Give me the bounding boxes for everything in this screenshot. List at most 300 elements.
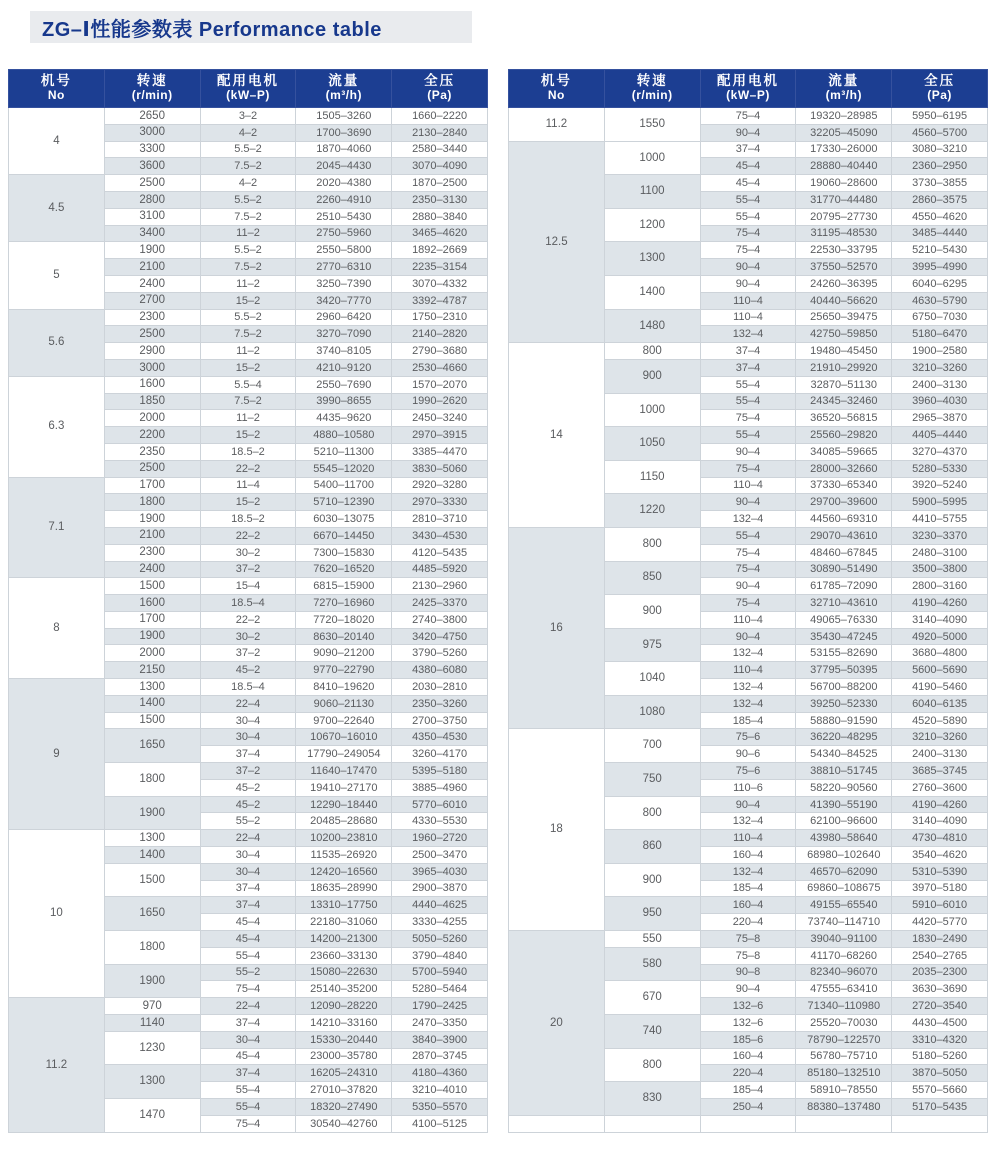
- rpm-cell: 1470: [104, 1099, 200, 1133]
- pressure-cell: 5180–6470: [892, 326, 988, 343]
- flow-cell: 4880–10580: [296, 427, 392, 444]
- pressure-cell: 3960–4030: [892, 393, 988, 410]
- pressure-cell: 4330–5530: [392, 813, 488, 830]
- flow-cell: 12290–18440: [296, 796, 392, 813]
- rpm-cell: 3000: [104, 124, 200, 141]
- flow-cell: 18320–27490: [296, 1099, 392, 1116]
- motor-cell: 185–4: [700, 880, 796, 897]
- rpm-cell: 580: [604, 947, 700, 981]
- flow-cell: 9770–22790: [296, 662, 392, 679]
- flow-cell: 29070–43610: [796, 527, 892, 544]
- table-row: [9, 830, 488, 847]
- rpm-cell: 900: [604, 863, 700, 897]
- flow-cell: 17330–26000: [796, 141, 892, 158]
- pressure-cell: 4730–4810: [892, 830, 988, 847]
- pressure-cell: 2470–3350: [392, 1015, 488, 1032]
- pressure-cell: 1892–2669: [392, 242, 488, 259]
- rpm-cell: 850: [604, 561, 700, 595]
- motor-cell: 160–4: [700, 847, 796, 864]
- motor-cell: 45–2: [200, 662, 296, 679]
- flow-cell: 16205–24310: [296, 1065, 392, 1082]
- rpm-cell: 1700: [104, 611, 200, 628]
- flow-cell: 36220–48295: [796, 729, 892, 746]
- flow-cell: 14210–33160: [296, 1015, 392, 1032]
- motor-cell: 37–4: [700, 359, 796, 376]
- motor-cell: 90–8: [700, 964, 796, 981]
- flow-cell: 1870–4060: [296, 141, 392, 158]
- flow-cell: 3270–7090: [296, 326, 392, 343]
- flow-cell: 17790–249054: [296, 746, 392, 763]
- pressure-cell: 4430–4500: [892, 1015, 988, 1032]
- flow-cell: 31195–48530: [796, 225, 892, 242]
- pressure-cell: 5950–6195: [892, 107, 988, 124]
- column-header-flow: [296, 70, 392, 108]
- motor-cell: 110–4: [700, 662, 796, 679]
- motor-cell: 37–4: [200, 746, 296, 763]
- rpm-cell: 550: [604, 931, 700, 948]
- pressure-cell: 3680–4800: [892, 645, 988, 662]
- rpm-cell: 2650: [104, 107, 200, 124]
- pressure-cell: 3330–4255: [392, 914, 488, 931]
- flow-cell: 56780–75710: [796, 1048, 892, 1065]
- flow-cell: 32870–51130: [796, 376, 892, 393]
- flow-cell: 2550–7690: [296, 376, 392, 393]
- motor-cell: 37–4: [200, 1065, 296, 1082]
- pressure-cell: 4190–5460: [892, 679, 988, 696]
- pressure-cell: 4440–4625: [392, 897, 488, 914]
- flow-cell: 7720–18020: [296, 611, 392, 628]
- rpm-cell: 700: [604, 729, 700, 763]
- motor-cell: 110–6: [700, 779, 796, 796]
- flow-cell: 58910–78550: [796, 1082, 892, 1099]
- column-header-cn: 转速: [136, 73, 168, 88]
- flow-cell: 46570–62090: [796, 863, 892, 880]
- motor-cell: 220–4: [700, 1065, 796, 1082]
- motor-cell: 90–4: [700, 981, 796, 998]
- rpm-cell: 1550: [604, 107, 700, 141]
- flow-cell: 30540–42760: [296, 1115, 392, 1132]
- rpm-cell: 1900: [104, 242, 200, 259]
- table-row: [509, 931, 988, 948]
- motor-cell: 30–2: [200, 544, 296, 561]
- pressure-cell: 3140–4090: [892, 611, 988, 628]
- motor-cell: 30–2: [200, 628, 296, 645]
- motor-cell: 75–4: [200, 1115, 296, 1132]
- motor-cell: 75–4: [700, 544, 796, 561]
- pressure-cell: 4630–5790: [892, 292, 988, 309]
- flow-cell: 61785–72090: [796, 578, 892, 595]
- rpm-cell: 2100: [104, 527, 200, 544]
- flow-cell: 6815–15900: [296, 578, 392, 595]
- pressure-cell: 2860–3575: [892, 191, 988, 208]
- motor-cell: 37–4: [200, 1015, 296, 1032]
- column-header-cn: 配用电机: [216, 73, 279, 88]
- pressure-cell: 3790–4840: [392, 947, 488, 964]
- pressure-cell: 4520–5890: [892, 712, 988, 729]
- motor-cell: 7.5–2: [200, 158, 296, 175]
- motor-cell: 15–2: [200, 359, 296, 376]
- pressure-cell: 3965–4030: [392, 863, 488, 880]
- rpm-cell: 3400: [104, 225, 200, 242]
- rpm-cell: 1040: [604, 662, 700, 696]
- pressure-cell: 5350–5570: [392, 1099, 488, 1116]
- flow-cell: 21910–29920: [796, 359, 892, 376]
- rpm-cell: 2350: [104, 443, 200, 460]
- table-row: [9, 998, 488, 1015]
- flow-cell: 69860–108675: [796, 880, 892, 897]
- pressure-cell: 2740–3800: [392, 611, 488, 628]
- flow-cell: 2770–6310: [296, 259, 392, 276]
- rpm-cell: 3300: [104, 141, 200, 158]
- fan-no-cell: 18: [509, 729, 605, 931]
- rpm-cell: 1150: [604, 460, 700, 494]
- flow-cell: 2510–5430: [296, 208, 392, 225]
- flow-cell: 43980–58640: [796, 830, 892, 847]
- pressure-cell: 2480–3100: [892, 544, 988, 561]
- flow-cell: 88380–137480: [796, 1099, 892, 1116]
- flow-cell: 37550–52570: [796, 259, 892, 276]
- pressure-cell: 3830–5060: [392, 460, 488, 477]
- motor-cell: 7.5–2: [200, 208, 296, 225]
- motor-cell: 22–4: [200, 998, 296, 1015]
- motor-cell: 185–6: [700, 1031, 796, 1048]
- flow-cell: 25650–39475: [796, 309, 892, 326]
- flow-cell: 3990–8655: [296, 393, 392, 410]
- pressure-cell: 6750–7030: [892, 309, 988, 326]
- rpm-cell: 1500: [104, 578, 200, 595]
- rpm-cell: 1800: [104, 763, 200, 797]
- rpm-cell: 2100: [104, 259, 200, 276]
- table-row: [509, 729, 988, 746]
- rpm-cell: 1300: [104, 830, 200, 847]
- table-row: [509, 141, 988, 158]
- flow-cell: 4435–9620: [296, 410, 392, 427]
- pressure-cell: 2760–3600: [892, 779, 988, 796]
- flow-cell: 5400–11700: [296, 477, 392, 494]
- motor-cell: 55–4: [200, 947, 296, 964]
- rpm-cell: 1050: [604, 427, 700, 461]
- flow-cell: 27010–37820: [296, 1082, 392, 1099]
- pressure-cell: 3970–5180: [892, 880, 988, 897]
- pressure-cell: 2900–3870: [392, 880, 488, 897]
- motor-cell: 11–4: [200, 477, 296, 494]
- pressure-cell: 3420–4750: [392, 628, 488, 645]
- pressure-cell: 1570–2070: [392, 376, 488, 393]
- pressure-cell: 3885–4960: [392, 779, 488, 796]
- table-row: [509, 527, 988, 544]
- fan-no-cell: 20: [509, 931, 605, 1116]
- flow-cell: 7300–15830: [296, 544, 392, 561]
- motor-cell: 45–4: [200, 914, 296, 931]
- pressure-cell: 3465–4620: [392, 225, 488, 242]
- rpm-cell: 2700: [104, 292, 200, 309]
- rpm-cell: 1900: [104, 796, 200, 830]
- column-header-pressure: [892, 70, 988, 108]
- pressure-cell: 3790–5260: [392, 645, 488, 662]
- column-header-cn: 全压: [924, 73, 956, 88]
- pressure-cell: 5910–6010: [892, 897, 988, 914]
- pressure-cell: 3210–4010: [392, 1082, 488, 1099]
- flow-cell: 29700–39600: [796, 494, 892, 511]
- flow-cell: 7270–16960: [296, 595, 392, 612]
- motor-cell: 15–2: [200, 292, 296, 309]
- flow-cell: 41170–68260: [796, 947, 892, 964]
- motor-cell: 22–4: [200, 830, 296, 847]
- pressure-cell: 3430–4530: [392, 527, 488, 544]
- pressure-cell: 2530–4660: [392, 359, 488, 376]
- column-header-pressure: [392, 70, 488, 108]
- column-header-en: (m³/h): [325, 88, 362, 103]
- rpm-cell: 800: [604, 796, 700, 830]
- rpm-cell: 1700: [104, 477, 200, 494]
- pressure-cell: 5570–5660: [892, 1082, 988, 1099]
- fan-no-cell: 5.6: [9, 309, 105, 376]
- motor-cell: 45–4: [700, 158, 796, 175]
- rpm-cell: 1900: [104, 628, 200, 645]
- pressure-cell: 3485–4440: [892, 225, 988, 242]
- flow-cell: 32710–43610: [796, 595, 892, 612]
- pressure-cell: 4420–5770: [892, 914, 988, 931]
- pressure-cell: 2970–3330: [392, 494, 488, 511]
- flow-cell: 56700–88200: [796, 679, 892, 696]
- column-header-motor: [200, 70, 296, 108]
- flow-cell: 6030–13075: [296, 511, 392, 528]
- pressure-cell: 4120–5435: [392, 544, 488, 561]
- rpm-cell: 2500: [104, 326, 200, 343]
- rpm-cell: 1650: [104, 729, 200, 763]
- flow-cell: 19480–45450: [796, 343, 892, 360]
- motor-cell: 132–6: [700, 1015, 796, 1032]
- pressure-cell: 5395–5180: [392, 763, 488, 780]
- fan-no-cell: 14: [509, 343, 605, 528]
- motor-cell: 132–4: [700, 863, 796, 880]
- flow-cell: 42750–59850: [796, 326, 892, 343]
- flow-cell: 53155–82690: [796, 645, 892, 662]
- pressure-cell: 2400–3130: [892, 376, 988, 393]
- pressure-cell: 2500–3470: [392, 847, 488, 864]
- rpm-cell: 1080: [604, 695, 700, 729]
- motor-cell: 110–4: [700, 830, 796, 847]
- flow-cell: 49065–76330: [796, 611, 892, 628]
- pressure-cell: 3500–3800: [892, 561, 988, 578]
- pressure-cell: 1870–2500: [392, 175, 488, 192]
- column-header-cn: 配用电机: [716, 73, 779, 88]
- motor-cell: 55–4: [200, 1099, 296, 1116]
- column-header-no: [509, 70, 605, 108]
- motor-cell: 18.5–2: [200, 511, 296, 528]
- flow-cell: 2020–4380: [296, 175, 392, 192]
- flow-cell: 44560–69310: [796, 511, 892, 528]
- rpm-cell: 1650: [104, 897, 200, 931]
- pressure-cell: 2235–3154: [392, 259, 488, 276]
- rpm-cell: 740: [604, 1015, 700, 1049]
- flow-cell: 2750–5960: [296, 225, 392, 242]
- motor-cell: 5.5–2: [200, 191, 296, 208]
- rpm-cell: 1000: [604, 141, 700, 175]
- fan-no-cell: 11.2: [9, 998, 105, 1132]
- rpm-cell: 2000: [104, 645, 200, 662]
- title-band: [30, 11, 472, 43]
- flow-cell: 22530–33795: [796, 242, 892, 259]
- motor-cell: 75–6: [700, 763, 796, 780]
- flow-cell: 20485–28680: [296, 813, 392, 830]
- flow-cell: 12420–16560: [296, 863, 392, 880]
- pressure-cell: 2350–3260: [392, 695, 488, 712]
- flow-cell: 32205–45090: [796, 124, 892, 141]
- motor-cell: 45–2: [200, 796, 296, 813]
- rpm-cell: 1400: [104, 847, 200, 864]
- pressure-cell: 3540–4620: [892, 847, 988, 864]
- pressure-cell: 2970–3915: [392, 427, 488, 444]
- motor-cell: 7.5–2: [200, 326, 296, 343]
- motor-cell: 250–4: [700, 1099, 796, 1116]
- motor-cell: 55–4: [700, 191, 796, 208]
- pressure-cell: 3730–3855: [892, 175, 988, 192]
- rpm-cell: 1100: [604, 175, 700, 209]
- flow-cell: 28880–40440: [796, 158, 892, 175]
- motor-cell: 22–4: [200, 695, 296, 712]
- rpm-cell: 800: [604, 343, 700, 360]
- empty-cell: [604, 1115, 700, 1132]
- pressure-cell: 4380–6080: [392, 662, 488, 679]
- rpm-cell: 2200: [104, 427, 200, 444]
- motor-cell: 75–6: [700, 729, 796, 746]
- rpm-cell: 3100: [104, 208, 200, 225]
- flow-cell: 5545–12020: [296, 460, 392, 477]
- table-row: [9, 175, 488, 192]
- fan-no-cell: 4: [9, 107, 105, 174]
- rpm-cell: 1400: [604, 275, 700, 309]
- rpm-cell: 1600: [104, 595, 200, 612]
- rpm-cell: 2400: [104, 275, 200, 292]
- flow-cell: 8410–19620: [296, 679, 392, 696]
- fan-no-cell: 6.3: [9, 376, 105, 477]
- motor-cell: 75–4: [700, 242, 796, 259]
- flow-cell: 23660–33130: [296, 947, 392, 964]
- pressure-cell: 3920–5240: [892, 477, 988, 494]
- flow-cell: 37795–50395: [796, 662, 892, 679]
- pressure-cell: 2400–3130: [892, 746, 988, 763]
- table-row: [9, 477, 488, 494]
- motor-cell: 37–4: [200, 880, 296, 897]
- flow-cell: 73740–114710: [796, 914, 892, 931]
- motor-cell: 132–4: [700, 511, 796, 528]
- flow-cell: 34085–59665: [796, 443, 892, 460]
- motor-cell: 185–4: [700, 1082, 796, 1099]
- rpm-cell: 3000: [104, 359, 200, 376]
- motor-cell: 37–2: [200, 763, 296, 780]
- motor-cell: 90–6: [700, 746, 796, 763]
- motor-cell: 110–4: [700, 309, 796, 326]
- pressure-cell: 3392–4787: [392, 292, 488, 309]
- rpm-cell: 2400: [104, 561, 200, 578]
- column-header-cn: 流量: [828, 73, 860, 88]
- column-header-en: (r/min): [631, 88, 673, 103]
- performance-table-right: [508, 69, 988, 1133]
- flow-cell: 38810–51745: [796, 763, 892, 780]
- motor-cell: 22–2: [200, 527, 296, 544]
- fan-no-cell: 12.5: [509, 141, 605, 343]
- flow-cell: 82340–96070: [796, 964, 892, 981]
- pressure-cell: 1750–2310: [392, 309, 488, 326]
- motor-cell: 3–2: [200, 107, 296, 124]
- motor-cell: 37–2: [200, 645, 296, 662]
- fan-no-cell: 8: [9, 578, 105, 679]
- rpm-cell: 800: [604, 527, 700, 561]
- rpm-cell: 975: [604, 628, 700, 662]
- motor-cell: 90–4: [700, 796, 796, 813]
- pressure-cell: 3140–4090: [892, 813, 988, 830]
- flow-cell: 2550–5800: [296, 242, 392, 259]
- pressure-cell: 3995–4990: [892, 259, 988, 276]
- empty-cell: [892, 1115, 988, 1132]
- rpm-cell: 3600: [104, 158, 200, 175]
- flow-cell: 40440–56620: [796, 292, 892, 309]
- empty-cell: [796, 1115, 892, 1132]
- pressure-cell: 2030–2810: [392, 679, 488, 696]
- motor-cell: 160–4: [700, 1048, 796, 1065]
- flow-cell: 12090–28220: [296, 998, 392, 1015]
- pressure-cell: 1830–2490: [892, 931, 988, 948]
- header-row: [509, 70, 988, 108]
- flow-cell: 3740–8105: [296, 343, 392, 360]
- pressure-cell: 5600–5690: [892, 662, 988, 679]
- table-row: [509, 343, 988, 360]
- flow-cell: 19410–27170: [296, 779, 392, 796]
- pressure-cell: 4180–4360: [392, 1065, 488, 1082]
- pressure-cell: 3260–4170: [392, 746, 488, 763]
- rpm-cell: 860: [604, 830, 700, 864]
- flow-cell: 31770–44480: [796, 191, 892, 208]
- flow-cell: 20795–27730: [796, 208, 892, 225]
- column-header-rpm: [604, 70, 700, 108]
- flow-cell: 23000–35780: [296, 1048, 392, 1065]
- motor-cell: 55–4: [700, 427, 796, 444]
- pressure-cell: 2350–3130: [392, 191, 488, 208]
- flow-cell: 10670–16010: [296, 729, 392, 746]
- motor-cell: 110–4: [700, 292, 796, 309]
- motor-cell: 5.5–2: [200, 242, 296, 259]
- motor-cell: 160–4: [700, 897, 796, 914]
- motor-cell: 18.5–4: [200, 595, 296, 612]
- pressure-cell: 2700–3750: [392, 712, 488, 729]
- rpm-cell: 1500: [104, 712, 200, 729]
- flow-cell: 54340–84525: [796, 746, 892, 763]
- table-row: [509, 107, 988, 124]
- motor-cell: 15–4: [200, 578, 296, 595]
- rpm-cell: 1850: [104, 393, 200, 410]
- rpm-cell: 1800: [104, 931, 200, 965]
- column-header-motor: [700, 70, 796, 108]
- motor-cell: 5.5–2: [200, 309, 296, 326]
- table-row: [9, 242, 488, 259]
- table-row: [9, 376, 488, 393]
- pressure-cell: 2140–2820: [392, 326, 488, 343]
- motor-cell: 90–4: [700, 259, 796, 276]
- flow-cell: 49155–65540: [796, 897, 892, 914]
- flow-cell: 25560–29820: [796, 427, 892, 444]
- pressure-cell: 5180–5260: [892, 1048, 988, 1065]
- motor-cell: 110–4: [700, 477, 796, 494]
- pressure-cell: 5280–5464: [392, 981, 488, 998]
- pressure-cell: 2800–3160: [892, 578, 988, 595]
- motor-cell: 22–2: [200, 611, 296, 628]
- flow-cell: 85180–132510: [796, 1065, 892, 1082]
- rpm-cell: 2800: [104, 191, 200, 208]
- flow-cell: 7620–16520: [296, 561, 392, 578]
- motor-cell: 22–2: [200, 460, 296, 477]
- motor-cell: 5.5–4: [200, 376, 296, 393]
